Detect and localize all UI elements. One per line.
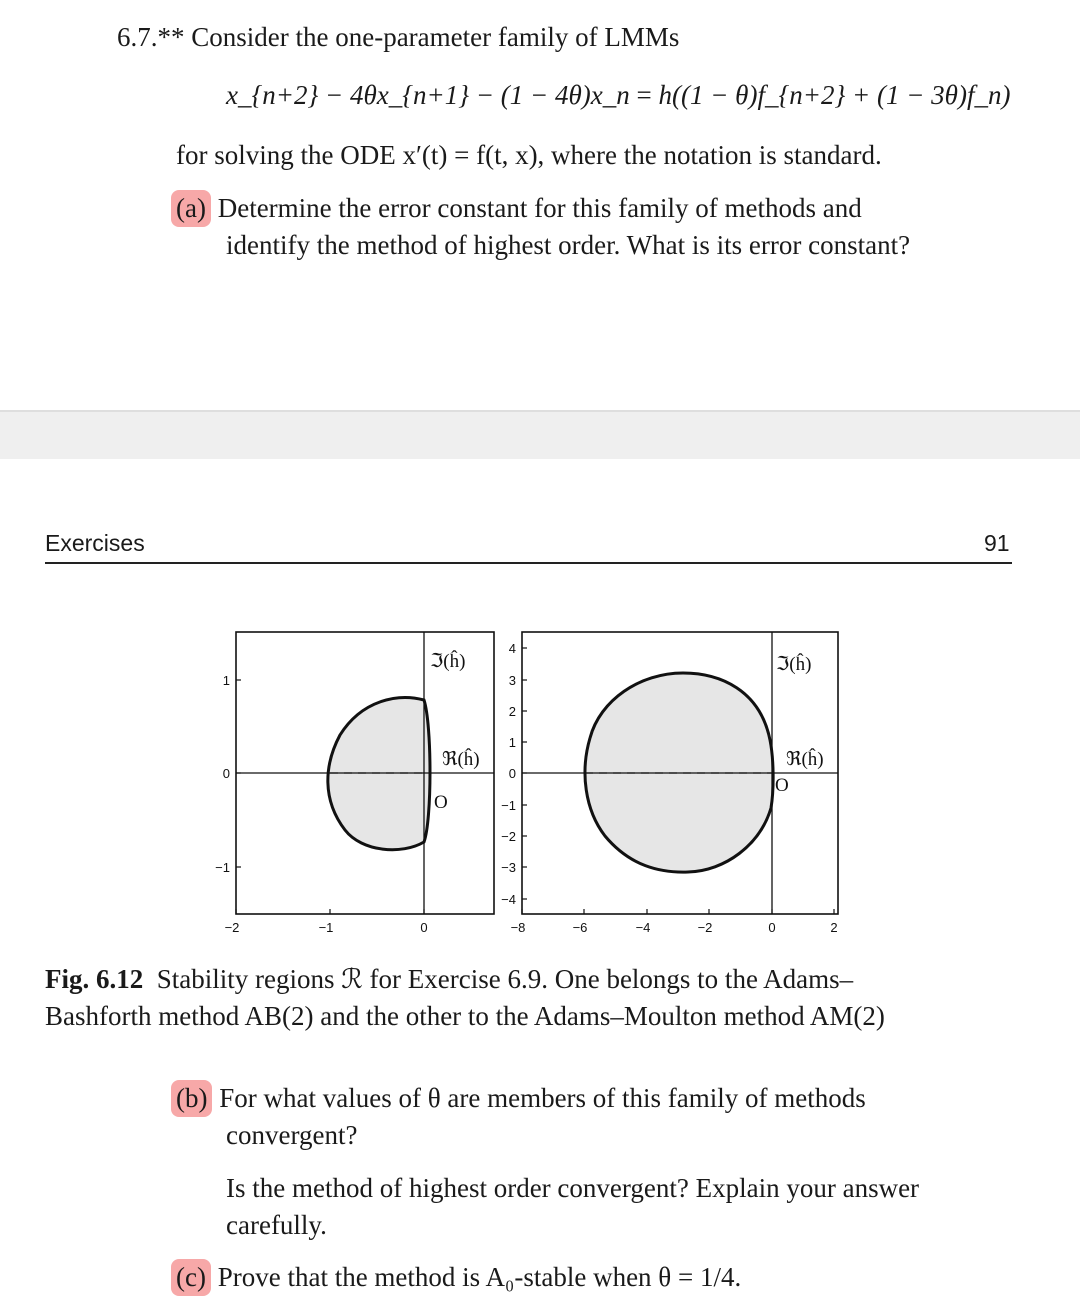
ode-line: for solving the ODE x′(t) = f(t, x), where the notation is standard. bbox=[176, 140, 882, 170]
right-ytick-label: −2 bbox=[501, 829, 516, 844]
left-ytick-label: 1 bbox=[222, 673, 230, 688]
right-imag-label: ℑ(ĥ) bbox=[776, 654, 812, 675]
right-ytick-label: 4 bbox=[508, 641, 516, 656]
part-a-label: (a) bbox=[171, 190, 211, 227]
right-ytick-label: 0 bbox=[508, 766, 516, 781]
right-origin-label: O bbox=[775, 775, 789, 796]
lmm-equation: x_{n+2} − 4θx_{n+1} − (1 − 4θ)x_n = h((1 − θ)f_{n+2} + (1 − 3θ)f_n) bbox=[226, 80, 1011, 110]
right-ytick-label: 1 bbox=[508, 735, 516, 750]
problem-number: 6.7.** bbox=[117, 22, 185, 52]
part-b-line1: For what values of θ are members of this family of methods bbox=[219, 1083, 866, 1113]
part-b-line4: carefully. bbox=[226, 1210, 327, 1240]
right-real-label: ℜ(ĥ) bbox=[786, 749, 824, 770]
part-b-line2: convergent? bbox=[226, 1120, 358, 1150]
left-ytick-label: 0 bbox=[222, 766, 230, 781]
right-xtick-label: −8 bbox=[510, 920, 526, 935]
right-xtick-label: −2 bbox=[697, 920, 713, 935]
part-b-label: (b) bbox=[171, 1080, 212, 1117]
right-xtick-label: −6 bbox=[572, 920, 588, 935]
part-c-label: (c) bbox=[171, 1259, 211, 1296]
right-yticks bbox=[501, 641, 527, 907]
left-origin-label: O bbox=[434, 792, 448, 813]
right-ytick-label: −3 bbox=[501, 860, 516, 875]
figure-caption bbox=[45, 961, 853, 998]
right-ytick-label: 2 bbox=[508, 704, 516, 719]
left-imag-label: ℑ(ĥ) bbox=[430, 651, 466, 672]
right-xtick-label: −4 bbox=[635, 920, 651, 935]
right-ytick-label: 3 bbox=[508, 673, 516, 688]
caption-line1: Stability regions ℛ for Exercise 6.9. One belongs to the Adams– bbox=[156, 964, 854, 994]
left-xtick-label: −1 bbox=[318, 920, 334, 935]
right-ytick-label: −4 bbox=[501, 892, 516, 907]
caption-label: Fig. 6.12 bbox=[45, 964, 144, 994]
left-xtick-label: −2 bbox=[224, 920, 240, 935]
page-number: 91 bbox=[984, 530, 1010, 556]
left-plot bbox=[215, 632, 494, 935]
right-xticks bbox=[511, 909, 838, 935]
part-b-line3: Is the method of highest order convergent? Explain your answer bbox=[226, 1173, 920, 1203]
problem-intro: Consider the one-parameter family of LMMs bbox=[191, 22, 680, 52]
section-title: Exercises bbox=[45, 530, 145, 556]
right-xtick-label: 2 bbox=[830, 920, 838, 935]
part-a-line1: Determine the error constant for this family of methods and bbox=[217, 193, 862, 223]
right-xtick-label: 0 bbox=[768, 920, 776, 935]
part-a-line2: identify the method of highest order. What is its error constant? bbox=[226, 230, 911, 260]
right-plot bbox=[501, 632, 838, 935]
part-c bbox=[176, 1259, 741, 1296]
equation-rhs: h((1 − θ)f_{n+2} + (1 − 3θ)f_n) bbox=[658, 80, 1011, 110]
left-ytick-label: −1 bbox=[215, 860, 230, 875]
left-xtick-label: 0 bbox=[420, 920, 428, 935]
part-b bbox=[176, 1080, 866, 1117]
equation-lhs: x_{n+2} − 4θx_{n+1} − (1 − 4θ)x_n bbox=[226, 80, 630, 110]
caption-line2: Bashforth method AB(2) and the other to the Adams–Moulton method AM(2) bbox=[45, 1001, 885, 1031]
left-real-label: ℜ(ĥ) bbox=[442, 749, 480, 770]
right-ytick-label: −1 bbox=[501, 798, 516, 813]
part-c-text: Prove that the method is A₀-stable when θ = 1/4. bbox=[217, 1262, 742, 1292]
